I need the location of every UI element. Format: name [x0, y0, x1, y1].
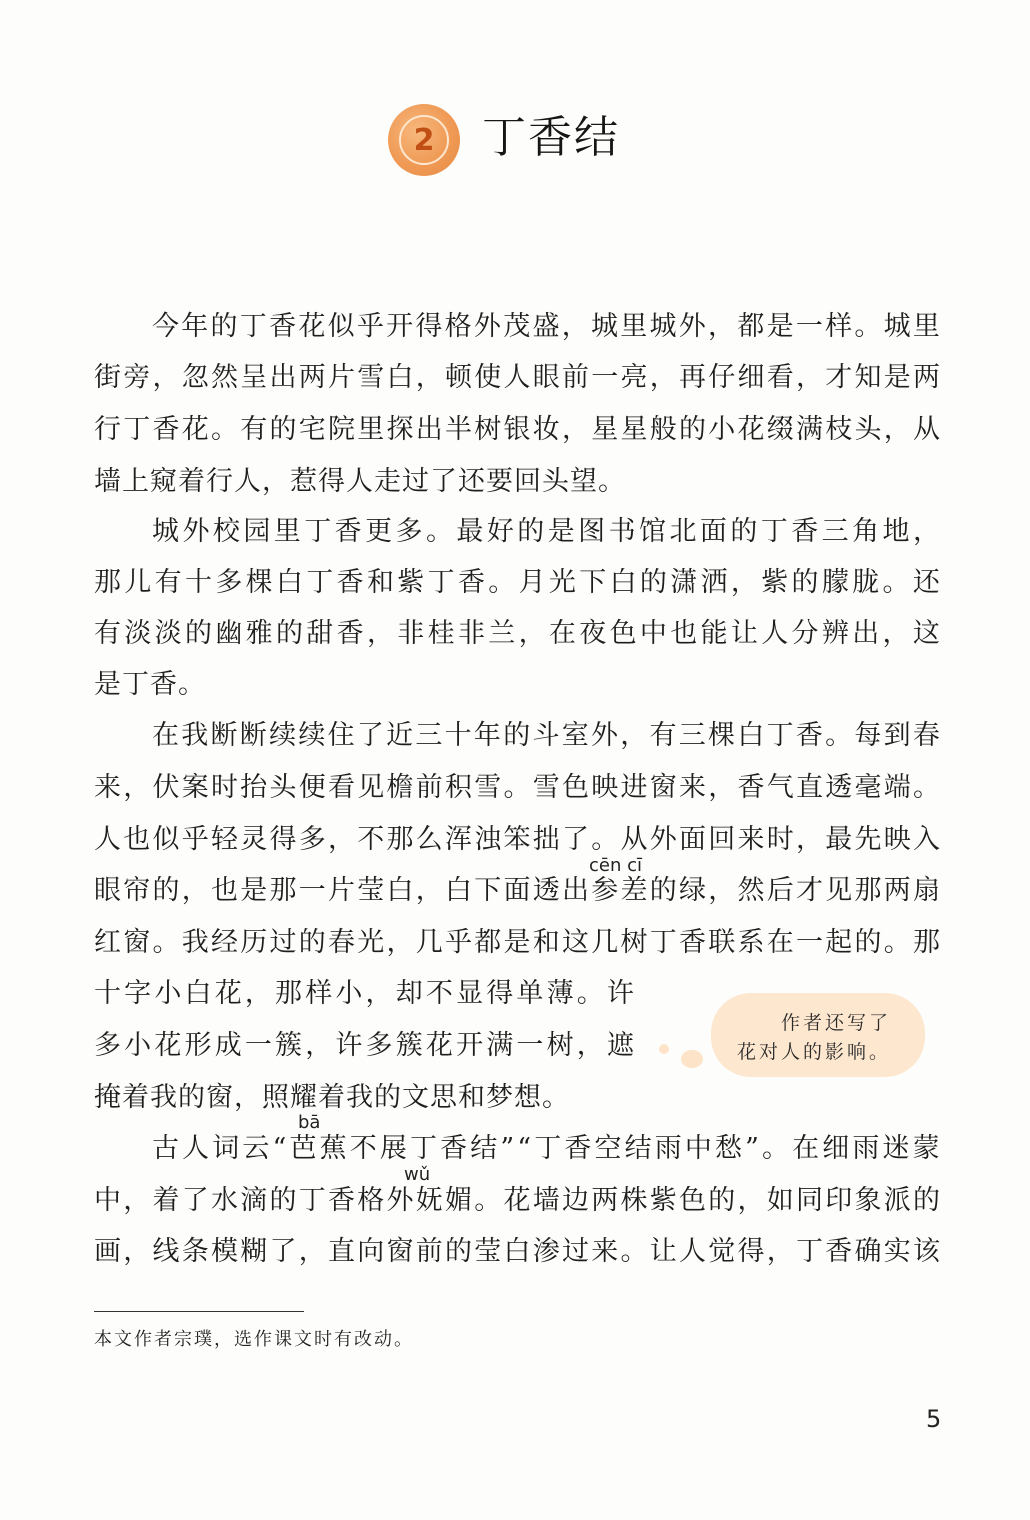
body-line: 眼 帘 的 ， 也 是 那 一 片 莹 白 ， 白 下 面 透 出 参 差 的 绿 ， 然 后 才 见 那 两 扇 — [94, 875, 940, 906]
body-line: 古 人 词 云 “ 芭 蕉 不 展 丁 香 结 ” “ 丁 香 空 结 雨 中 愁 ” 。 在 细 雨 迷 蒙 — [152, 1133, 940, 1164]
body-line: 画 ， 线 条 模 糊 了 ， 直 向 窗 前 的 莹 白 渗 过 来 。 让 人 觉 得 ， 丁 香 确 实 该 — [94, 1236, 940, 1267]
footnote: 本文作者宗璞，选作课文时有改动。 — [94, 1329, 414, 1350]
body-line: 在 我 断 断 续 续 住 了 近 三 十 年 的 斗 室 外 ， 有 三 棵 白 丁 香 。 每 到 春 — [152, 720, 940, 751]
page-number: 5 — [926, 1405, 942, 1433]
lesson-number-badge — [388, 104, 460, 176]
body-line: 十 字 小 白 花 ， 那 样 小 ， 却 不 显 得 单 薄 。 许 — [94, 978, 634, 1009]
lesson-title: 丁香结 — [482, 112, 620, 163]
thought-dot-medium — [681, 1050, 703, 1068]
body-line: 那 儿 有 十 多 棵 白 丁 香 和 紫 丁 香 。 月 光 下 白 的 潇 洒 ， 紫 的 朦 胧 。 还 — [94, 567, 940, 598]
body-line: 行 丁 香 花 。 有 的 宅 院 里 探 出 半 树 银 妆 ， 星 星 般 的 小 花 缀 满 枝 头 ， 从 — [94, 414, 940, 445]
body-line: 人 也 似 乎 轻 灵 得 多 ， 不 那 么 浑 浊 笨 拙 了 。 从 外 面 回 来 时 ， 最 先 映 入 — [94, 824, 940, 855]
body-line: 今 年 的 丁 香 花 似 乎 开 得 格 外 茂 盛 ， 城 里 城 外 ， 都 是 一 样 。 城 里 — [152, 311, 940, 342]
body-line: 有 淡 淡 的 幽 雅 的 甜 香 ， 非 桂 非 兰 ， 在 夜 色 中 也 能 让 人 分 辨 出 ， 这 — [94, 618, 940, 649]
body-line: 墙 上 窥 着 行 人 ， 惹 得 人 走 过 了 还 要 回 头 望 。 — [94, 466, 625, 497]
body-line: 街 旁 ， 忽 然 呈 出 两 片 雪 白 ， 顿 使 人 眼 前 一 亮 ， 再 仔 细 看 ， 才 知 是 两 — [94, 362, 940, 393]
footnote-divider — [94, 1311, 304, 1312]
pinyin-cenci: cēn cī — [589, 855, 642, 876]
body-line: 是 丁 香 。 — [94, 669, 205, 700]
body-line: 红 窗 。 我 经 历 过 的 春 光 ， 几 乎 都 是 和 这 几 树 丁 香 联 系 在 一 起 的 。 那 — [94, 927, 940, 958]
lesson-number: 2 — [399, 115, 449, 165]
body-line: 掩 着 我 的 窗 ， 照 耀 着 我 的 文 思 和 梦 想 。 — [94, 1082, 569, 1113]
body-line: 多 小 花 形 成 一 簇 ， 许 多 簇 花 开 满 一 树 ， 遮 — [94, 1030, 634, 1061]
pinyin-ba: bā — [298, 1112, 321, 1133]
thought-dot-small — [659, 1044, 669, 1054]
body-line: 中 ， 着 了 水 滴 的 丁 香 格 外 妩 媚 。 花 墙 边 两 株 紫 色 的 ， 如 同 印 象 派 的 — [94, 1185, 940, 1216]
side-note-line-2: 花对人的影响。 — [737, 1041, 892, 1063]
body-line: 城 外 校 园 里 丁 香 更 多 。 最 好 的 是 图 书 馆 北 面 的 丁 香 三 角 地 ， — [152, 516, 940, 547]
body-line: 来 ， 伏 案 时 抬 头 便 看 见 檐 前 积 雪 。 雪 色 映 进 窗 来 ， 香 气 直 透 毫 端 。 — [94, 772, 940, 803]
pinyin-wu: wǔ — [404, 1164, 431, 1185]
side-note-line-1: 作者还写了 — [781, 1012, 892, 1034]
